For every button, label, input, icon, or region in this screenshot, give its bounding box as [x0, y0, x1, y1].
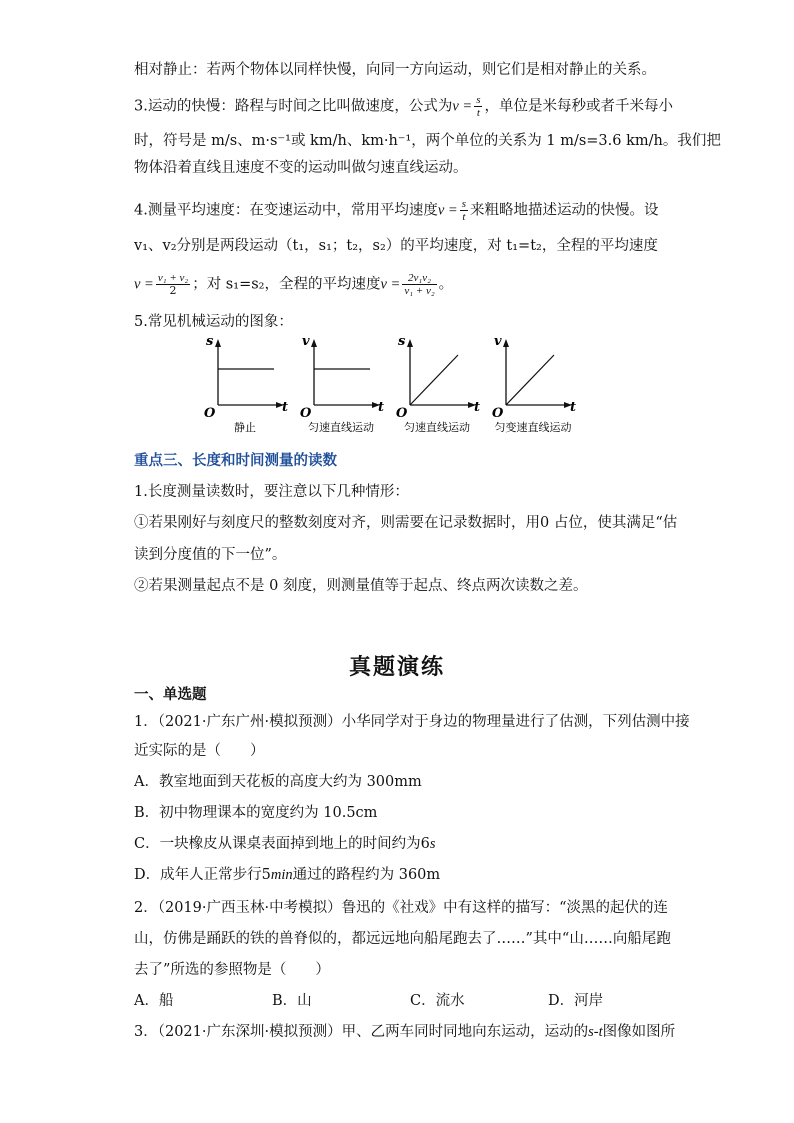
q1-stem-line-1: 1．（2021·广东广州·模拟预测）小华同学对于身边的物理量进行了估测，下列估测中接	[134, 714, 690, 730]
graph-3-y-arrow	[407, 339, 413, 347]
avg-equal-distance-fraction	[402, 272, 436, 297]
q2-option-c: C．流水	[410, 993, 465, 1009]
graph-1-caption: 静止	[234, 421, 256, 434]
q1-option-c	[134, 834, 435, 854]
fraction-denominator: t	[476, 107, 480, 119]
fraction-numerator: s	[476, 94, 481, 106]
graphs-title: 5.常见机械运动的图象：	[134, 314, 293, 330]
graph-1-y-label: s	[206, 335, 214, 349]
graph-3-x-label: t	[474, 400, 481, 415]
key3-line-3: 读到分度值的下一位”。	[134, 547, 287, 563]
speed-text-b: ，单位是米每秒或者千米每小	[484, 98, 673, 115]
graph-3-caption: 匀速直线运动	[404, 421, 470, 434]
q2-option-d: D．河岸	[548, 993, 604, 1009]
graph-2-caption: 匀速直线运动	[308, 421, 374, 434]
graph-4-y-label: v	[494, 335, 502, 349]
single-choice-heading: 一、单选题	[134, 686, 207, 703]
graph-4-x-label: t	[570, 400, 577, 415]
speed-formula-v: v =	[452, 98, 473, 115]
fraction-numerator: s	[461, 198, 466, 210]
avg-eq-v: v =	[134, 276, 154, 293]
q1-option-a: A．教室地面到天花板的高度大约为 300mm	[134, 774, 422, 790]
graph-1-y-arrow	[215, 339, 221, 347]
q1-option-c-text: C．一块橡皮从课桌表面掉到地上的时间约为6	[134, 836, 430, 852]
fraction-denominator: 2	[169, 284, 177, 297]
q2-stem-line-2: 山，仿佛是踊跃的铁的兽脊似的，都远远地向船尾跑去了……”其中“山……向船尾跑	[134, 931, 671, 947]
avg-line-2: v₁、v₂分别是两段运动（t₁，s₁；t₂，s₂）的平均速度，对 t₁=t₂，全程的平均速度	[134, 238, 658, 254]
q2-option-b: B．山	[272, 993, 312, 1009]
key-point-three-heading: 重点三、长度和时间测量的读数	[134, 452, 337, 469]
q1-option-d-text: D．成年人正常步行5	[134, 867, 271, 883]
q2-option-a: A．船	[134, 993, 174, 1009]
key3-line-4: ②若果测量起点不是 0 刻度，则测量值等于起点、终点两次读数之差。	[134, 578, 588, 594]
q3-text-b: 图像如图所	[602, 1024, 676, 1040]
fraction-numerator: v₁ + v₂	[157, 272, 189, 284]
q1-stem-line-2: 近实际的是（ ）	[134, 743, 265, 759]
fraction-denominator: t	[462, 211, 466, 223]
motion-graphs-figure	[200, 335, 600, 440]
q1-option-b: B．初中物理课本的宽度约为 10.5cm	[134, 805, 378, 821]
exercise-title: 真题演练	[348, 654, 445, 680]
avg-formula-fraction	[460, 198, 468, 223]
avg-eq-v2: v =	[380, 276, 401, 293]
avg-text-b: 来粗略地描述运动的快慢。设	[469, 202, 659, 219]
graph-4-y-arrow	[503, 339, 509, 347]
q1-option-c-unit: s	[429, 836, 436, 852]
graph-4-caption: 匀变速直线运动	[494, 421, 572, 434]
avg-line-3	[134, 272, 453, 297]
avg-text-c: ；对 s₁=s₂，全程的平均速度	[192, 276, 381, 293]
graph-3-y-label: s	[398, 335, 406, 349]
q2-stem-line-1: 2．（2019·广西玉林·中考模拟）鲁迅的《社戏》中有这样的描写：“淡黑的起伏的连	[134, 900, 669, 916]
graph-4-origin-label: O	[492, 406, 504, 421]
q3-text-a: 3．（2021·广东深圳·模拟预测）甲、乙两车同时同地向东运动，运动的	[134, 1024, 589, 1040]
fraction-numerator: 2v₁v₂	[402, 272, 436, 285]
q1-option-d-rest: 通过的路程约为 360m	[292, 867, 441, 883]
q1-option-d	[134, 865, 440, 885]
q3-graph-type: s-t	[588, 1024, 603, 1040]
graph-1-x-label: t	[282, 400, 289, 415]
speed-line-3: 物体沿着直线且速度不变的运动叫做匀速直线运动。	[134, 160, 468, 176]
avg-formula-v: v =	[437, 202, 458, 219]
speed-text-a: 3.运动的快慢：路程与时间之比叫做速度，公式为	[134, 98, 453, 115]
graph-3-rising-line	[410, 355, 458, 405]
speed-formula-fraction	[474, 94, 482, 119]
key3-line-2: ①若果刚好与刻度尺的整数刻度对齐，则需要在记录数据时，用0 占位，使其满足“估	[134, 515, 678, 531]
graph-2-x-label: t	[378, 400, 385, 415]
avg-line-1	[134, 198, 658, 223]
relative-static-paragraph: 相对静止：若两个物体以同样快慢，向同一方向运动，则它们是相对静止的关系。	[134, 62, 656, 78]
graph-1-origin-label: O	[204, 406, 216, 421]
graph-2-origin-label: O	[300, 406, 312, 421]
key3-line-1: 1.长度测量读数时，要注意以下几种情形：	[134, 484, 409, 500]
graph-2-y-arrow	[311, 339, 317, 347]
graph-4-rising-line	[506, 355, 554, 405]
fraction-denominator: v₁ + v₂	[404, 285, 435, 297]
avg-text-d: 。	[438, 276, 454, 293]
graph-2-y-label: v	[302, 335, 310, 349]
avg-text-a: 4.测量平均速度：在变速运动中，常用平均速度	[134, 202, 438, 219]
graph-3-origin-label: O	[396, 406, 408, 421]
speed-line-1	[134, 94, 673, 119]
speed-line-2: 时，符号是 m/s、m·s⁻¹或 km/h、km·h⁻¹，两个单位的关系为 1 m/s=3.6 km/h。我们把	[134, 133, 721, 149]
q1-option-d-unit: min	[270, 867, 293, 883]
avg-equal-time-fraction	[156, 272, 190, 297]
q2-stem-line-3: 去了”所选的参照物是（ ）	[134, 962, 330, 978]
q3-stem-line-1	[134, 1022, 675, 1042]
